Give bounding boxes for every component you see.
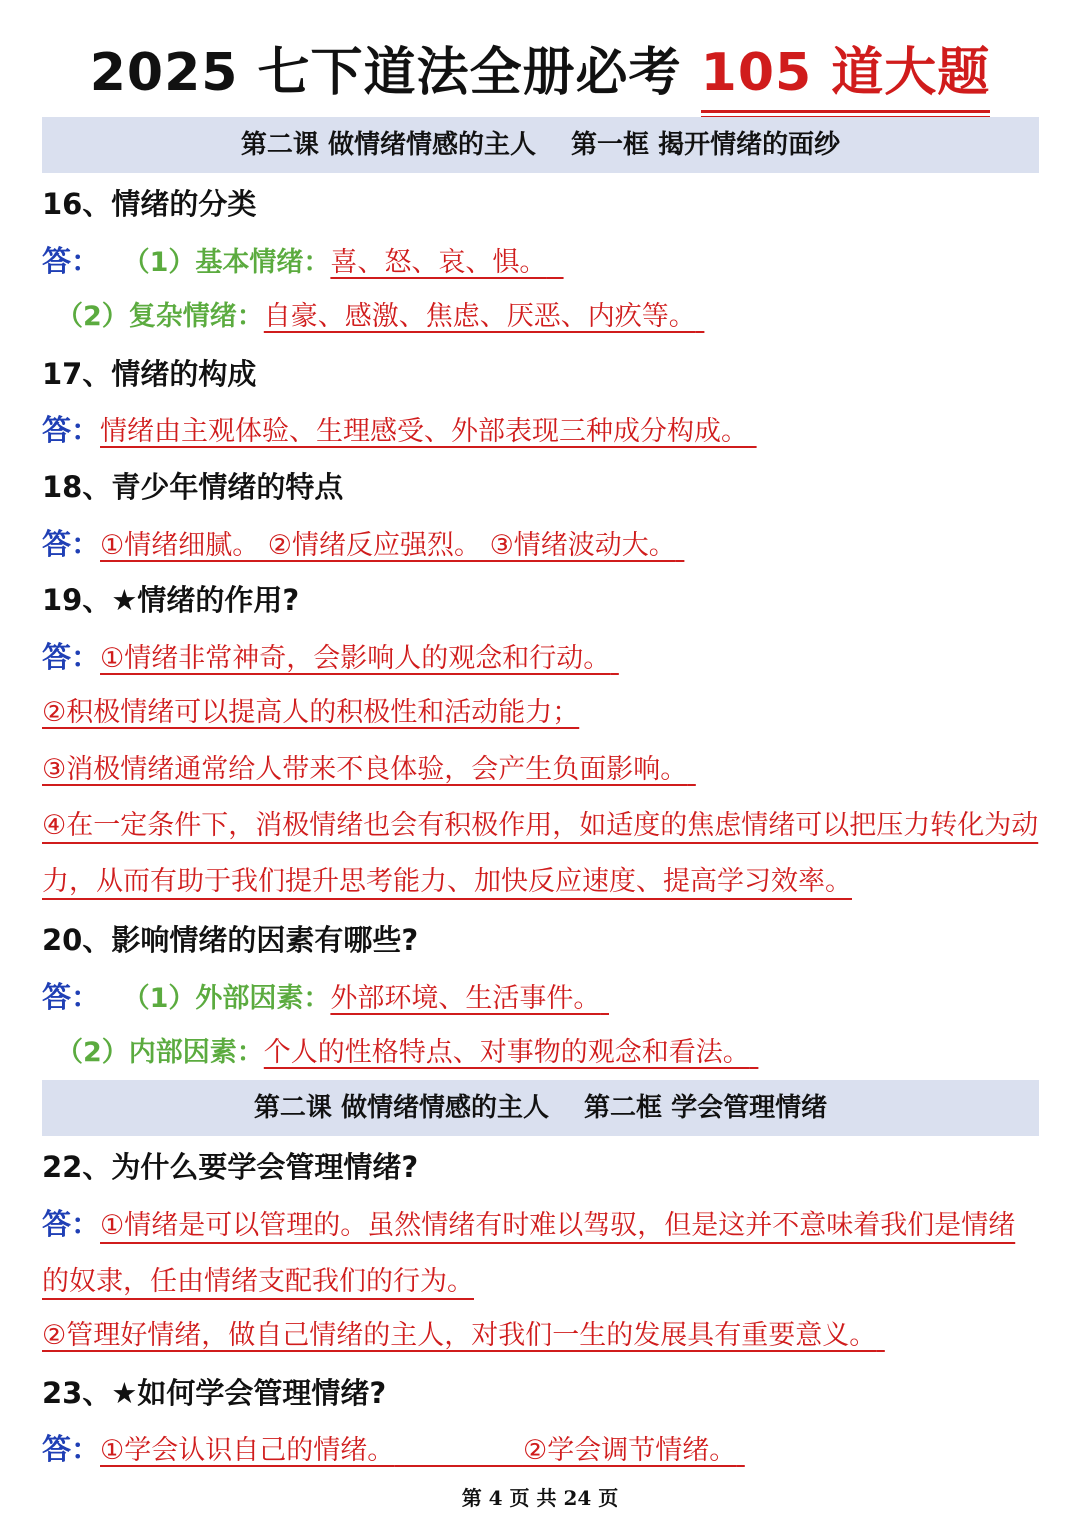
answer-22-line-1 bbox=[42, 1196, 1042, 1310]
title-main: 2025 七下道法全册必考 bbox=[89, 43, 701, 103]
answer-16-item1-text: 喜、怒、哀、惧。 bbox=[330, 247, 547, 278]
answer-19-line-3 bbox=[42, 752, 696, 788]
answer-19-line-4 bbox=[42, 798, 1042, 910]
answer-label: 答： bbox=[42, 980, 101, 1014]
answer-20-item1-label: （1）外部因素： bbox=[122, 983, 331, 1014]
answer-label: 答： bbox=[42, 244, 101, 278]
answer-16-line-1 bbox=[42, 243, 564, 281]
question-18: 18、青少年情绪的特点 bbox=[42, 470, 344, 504]
answer-20-line-2 bbox=[56, 1035, 758, 1071]
answer-20-item2-text: 个人的性格特点、对事物的观念和看法。 bbox=[263, 1037, 750, 1068]
answer-19-text-2: ②积极情绪可以提高人的积极性和活动能力； bbox=[42, 697, 580, 728]
answer-label: 答： bbox=[42, 640, 101, 674]
question-17: 17、情绪的构成 bbox=[42, 357, 257, 391]
answer-20-line-1 bbox=[42, 979, 609, 1017]
question-16: 16、情绪的分类 bbox=[42, 187, 257, 221]
question-23: 23、★如何学会管理情绪? bbox=[42, 1376, 387, 1410]
question-22: 22、为什么要学会管理情绪? bbox=[42, 1150, 419, 1184]
answer-22-text-2: ②管理好情绪，做自己情绪的主人，对我们一生的发展具有重要意义。 bbox=[42, 1320, 877, 1351]
answer-16-line-2 bbox=[56, 299, 704, 335]
answer-16-item1-label: （1）基本情绪： bbox=[122, 247, 331, 278]
answer-label: 答： bbox=[42, 1207, 101, 1241]
answer-label: 答： bbox=[42, 413, 101, 447]
question-20: 20、影响情绪的因素有哪些? bbox=[42, 923, 419, 957]
answer-23 bbox=[42, 1431, 745, 1469]
section-banner-2: 第二课 做情绪情感的主人 第二框 学会管理情绪 bbox=[42, 1080, 1039, 1136]
answer-18 bbox=[42, 526, 684, 564]
answer-label: 答： bbox=[42, 527, 101, 561]
answer-20-item1-text: 外部环境、生活事件。 bbox=[330, 983, 601, 1014]
answer-17-text: 情绪由主观体验、生理感受、外部表现三种成分构成。 bbox=[100, 416, 749, 447]
answer-16-item2-text: 自豪、感激、焦虑、厌恶、内疚等。 bbox=[263, 301, 696, 332]
page-footer: 第 4 页 共 24 页 bbox=[461, 1486, 619, 1510]
answer-22-line-2 bbox=[42, 1318, 885, 1354]
answer-23-item2: ②学会调节情绪。 bbox=[522, 1435, 737, 1466]
answer-16-item2-label: （2）复杂情绪： bbox=[56, 301, 264, 332]
page-title bbox=[0, 38, 1080, 110]
answer-label: 答： bbox=[42, 1432, 101, 1466]
answer-19-text-3: ③消极情绪通常给人带来不良体验，会产生负面影响。 bbox=[42, 754, 688, 785]
answer-23-item1: ①学会认识自己的情绪。 bbox=[100, 1435, 395, 1466]
answer-17 bbox=[42, 412, 757, 450]
answer-20-item2-label: （2）内部因素： bbox=[56, 1037, 264, 1068]
section-banner-1: 第二课 做情绪情感的主人 第一框 揭开情绪的面纱 bbox=[42, 117, 1039, 173]
title-highlight: 105 道大题 bbox=[701, 38, 991, 110]
answer-19-line-2 bbox=[42, 695, 579, 731]
question-19: 19、★情绪的作用? bbox=[42, 583, 300, 617]
answer-19-line-1 bbox=[42, 639, 619, 677]
answer-19-text-4: ④在一定条件下，消极情绪也会有积极作用，如适度的焦虑情绪可以把压力转化为动力，从而有助于我们提升思考能力、加快反应速度、提高学习效率。 bbox=[42, 810, 1039, 897]
answer-18-text: ①情绪细腻。 ②情绪反应强烈。 ③情绪波动大。 bbox=[100, 530, 676, 561]
answer-19-text-1: ①情绪非常神奇，会影响人的观念和行动。 bbox=[100, 643, 611, 674]
answer-22-text-1: ①情绪是可以管理的。虽然情绪有时难以驾驭，但是这并不意味着我们是情绪的奴隶，任由情绪支配我们的行为。 bbox=[42, 1210, 1016, 1297]
